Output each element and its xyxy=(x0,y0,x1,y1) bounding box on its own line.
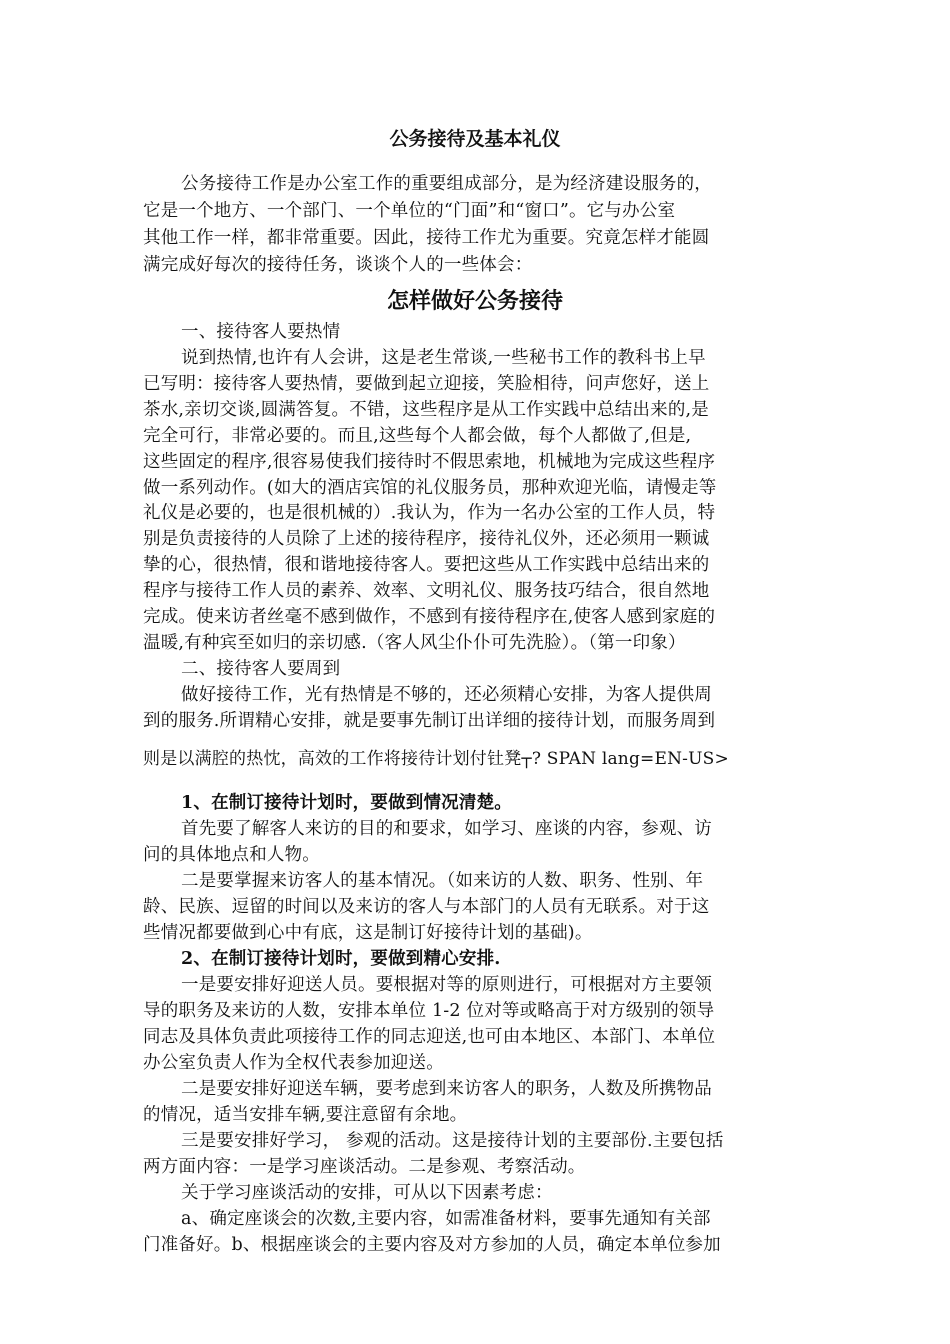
body-line: 这些固定的程序,很容易使我们接待时不假思索地，机械地为完成这些程序 xyxy=(143,452,716,472)
body-line: 二是要安排好迎送车辆，要考虑到来访客人的职务，人数及所携物品 xyxy=(181,1079,712,1099)
body-line: 程序与接待工作人员的素养、效率、文明礼仪、服务技巧结合，很自然地 xyxy=(143,581,710,601)
body-line: 办公室负责人作为全权代表参加迎送。 xyxy=(143,1053,444,1073)
body-line: 到的服务.所谓精心安排，就是要事先制订出详细的接待计划，而服务周到 xyxy=(143,711,716,731)
intro-line: 它是一个地方、一个部门、一个单位的“门面”和“窗口”。它与办公室 xyxy=(143,201,676,221)
body-line: 做一系列动作。(如大的酒店宾馆的礼仪服务员，那种欢迎光临，请慢走等 xyxy=(143,478,717,498)
body-line: 门准备好。b、根据座谈会的主要内容及对方参加的人员，确定本单位参加 xyxy=(143,1235,721,1255)
body-line: 问的具体地点和人物。 xyxy=(143,845,320,865)
body-line: 说到热情,也许有人会讲，这是老生常谈,一些秘书工作的教科书上早 xyxy=(181,348,706,368)
subsection-heading: 二、接待客人要周到 xyxy=(181,659,341,679)
body-line: 二是要掌握来访客人的基本情况。（如来访的人数、职务、性别、年 xyxy=(181,871,704,891)
numbered-heading: 2、在制订接待计划时，要做到精心安排. xyxy=(181,949,501,969)
intro-line: 其他工作一样，都非常重要。因此，接待工作尤为重要。究竟怎样才能圆 xyxy=(143,228,710,248)
section-heading: 怎样做好公务接待 xyxy=(386,289,563,314)
body-line: 别是负责接待的人员除了上述的接待程序，接待礼仪外，还必须用一颗诚 xyxy=(143,529,710,549)
numbered-heading: 1、在制订接待计划时，要做到情况清楚。 xyxy=(181,793,512,813)
body-line: 的情况，适当安排车辆,要注意留有余地。 xyxy=(143,1105,468,1125)
body-line: 龄、民族、逗留的时间以及来访的客人与本部门的人员有无联系。对于这 xyxy=(143,897,710,917)
body-line: 两方面内容：一是学习座谈活动。二是参观、考察活动。 xyxy=(143,1157,586,1177)
body-line: 一是要安排好迎送人员。要根据对等的原则进行，可根据对方主要领 xyxy=(181,975,712,995)
body-line: 礼仪是必要的，也是很机械的）.我认为，作为一名办公室的工作人员，特 xyxy=(143,503,716,523)
document-title: 公务接待及基本礼仪 xyxy=(389,128,561,150)
body-line: 首先要了解客人来访的目的和要求，如学习、座谈的内容，参观、访 xyxy=(181,819,712,839)
body-line: 完成。使来访者丝毫不感到做作，不感到有接待程序在,使客人感到家庭的 xyxy=(143,607,716,627)
intro-line: 公务接待工作是办公室工作的重要组成部分，是为经济建设服务的， xyxy=(181,174,712,194)
body-line: 做好接待工作，光有热情是不够的，还必须精心安排，为客人提供周 xyxy=(181,685,712,705)
body-line: 温暖,有种宾至如归的亲切感.（客人风尘仆仆可先洗脸）。（第一印象） xyxy=(143,633,686,653)
body-line: 些情况都要做到心中有底，这是制订好接待计划的基础)。 xyxy=(143,923,593,943)
intro-line: 满完成好每次的接待任务，谈谈个人的一些体会： xyxy=(143,255,533,275)
body-line: 则是以满腔的热忱，高效的工作将接待计划付钍凳┬? SPAN lang=EN-US> xyxy=(143,749,729,769)
body-line: 完全可行，非常必要的。而且,这些每个人都会做，每个人都做了,但是, xyxy=(143,426,692,446)
subsection-heading: 一、接待客人要热情 xyxy=(181,322,341,342)
body-line: 关于学习座谈活动的安排，可从以下因素考虑： xyxy=(181,1183,553,1203)
body-line: a、确定座谈会的次数,主要内容，如需准备材料，要事先通知有关部 xyxy=(181,1209,711,1229)
body-line: 同志及具体负责此项接待工作的同志迎送,也可由本地区、本部门、本单位 xyxy=(143,1027,716,1047)
body-line: 茶水,亲切交谈,圆满答复。不错，这些程序是从工作实践中总结出来的,是 xyxy=(143,400,709,420)
body-line: 三是要安排好学习， 参观的活动。这是接待计划的主要部份.主要包括 xyxy=(181,1131,724,1151)
body-line: 导的职务及来访的人数，安排本单位 1-2 位对等或略高于对方级别的领导 xyxy=(143,1001,715,1021)
body-line: 挚的心，很热情，很和谐地接待客人。要把这些从工作实践中总结出来的 xyxy=(143,555,710,575)
body-line: 已写明：接待客人要热情，要做到起立迎接，笑脸相待，问声您好，送上 xyxy=(143,374,710,394)
